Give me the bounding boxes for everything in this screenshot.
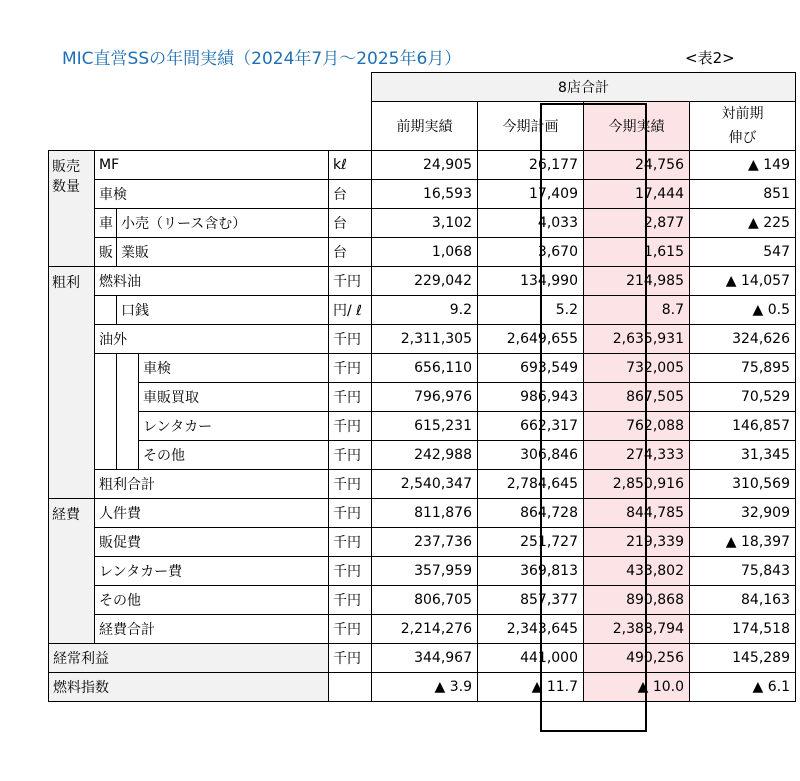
cell-actual: 867,505 [584, 383, 690, 412]
row-label: 車検 [95, 180, 329, 209]
row-label: 人件費 [95, 499, 329, 528]
cell-growth: ▲ 18,397 [690, 528, 796, 557]
cell-prev: 16,593 [372, 180, 478, 209]
cell-prev: 1,068 [372, 238, 478, 267]
cell-growth: 84,163 [690, 586, 796, 615]
row-label: 小売（リース含む） [117, 209, 329, 238]
cell-actual: 2,850,916 [584, 470, 690, 499]
row-unit: 台 [329, 180, 372, 209]
cell-growth: 70,529 [690, 383, 796, 412]
cell-prev: 796,976 [372, 383, 478, 412]
row-unit: 千円 [329, 325, 372, 354]
page-title: MIC直営SSの年間実績（2024年7月～2025年6月） [62, 49, 462, 69]
table-row [49, 673, 796, 702]
side-label-car: 車 [95, 209, 117, 238]
table-row [49, 586, 796, 615]
cell-prev: 24,905 [372, 151, 478, 180]
cell-growth: 174,518 [690, 615, 796, 644]
cell-growth: ▲ 0.5 [690, 296, 796, 325]
cell-prev: 615,231 [372, 412, 478, 441]
cell-plan: 2,784,645 [478, 470, 584, 499]
row-label: 経常利益 [49, 644, 329, 673]
cell-prev: 806,705 [372, 586, 478, 615]
table-row [49, 267, 796, 296]
cell-prev: 344,967 [372, 644, 478, 673]
column-header-row [49, 102, 796, 151]
row-label: その他 [95, 586, 329, 615]
row-unit: 台 [329, 238, 372, 267]
row-label: 業販 [117, 238, 329, 267]
row-label: 燃料油 [95, 267, 329, 296]
table-row [49, 615, 796, 644]
table-row [49, 412, 796, 441]
col-growth-line2: 伸び [728, 130, 757, 146]
cell-plan: 251,727 [478, 528, 584, 557]
row-unit: 台 [329, 209, 372, 238]
cell-actual: 274,333 [584, 441, 690, 470]
cell-prev: 242,988 [372, 441, 478, 470]
cell-plan: 662,317 [478, 412, 584, 441]
row-unit: 千円 [329, 615, 372, 644]
cell-growth: 851 [690, 180, 796, 209]
cell-growth: 75,895 [690, 354, 796, 383]
cell-actual: 2,877 [584, 209, 690, 238]
cell-prev: ▲ 3.9 [372, 673, 478, 702]
col-growth [690, 102, 796, 151]
cell-plan: 134,990 [478, 267, 584, 296]
table-row [49, 528, 796, 557]
group-header-row [49, 73, 796, 102]
cell-actual: 8.7 [584, 296, 690, 325]
cell-prev: 9.2 [372, 296, 478, 325]
row-label: 車販買取 [139, 383, 329, 412]
cell-growth: 31,345 [690, 441, 796, 470]
cell-actual: 214,985 [584, 267, 690, 296]
cell-prev: 3,102 [372, 209, 478, 238]
cell-actual: 24,756 [584, 151, 690, 180]
table-row [49, 499, 796, 528]
row-unit: 千円 [329, 383, 372, 412]
table-row [49, 151, 796, 180]
cell-actual: 732,005 [584, 354, 690, 383]
cell-growth: 310,569 [690, 470, 796, 499]
row-unit: 千円 [329, 441, 372, 470]
cell-prev: 2,311,305 [372, 325, 478, 354]
cell-plan: 369,813 [478, 557, 584, 586]
row-unit: 千円 [329, 470, 372, 499]
col-actual: 今期実績 [584, 102, 690, 151]
cell-growth: 547 [690, 238, 796, 267]
cell-actual: 762,088 [584, 412, 690, 441]
cell-growth: 146,857 [690, 412, 796, 441]
cell-plan: 693,549 [478, 354, 584, 383]
cell-plan: 17,409 [478, 180, 584, 209]
table-row [49, 441, 796, 470]
cell-actual: 2,635,931 [584, 325, 690, 354]
group-header: 8店合計 [372, 73, 796, 102]
cell-prev: 811,876 [372, 499, 478, 528]
row-unit: 千円 [329, 267, 372, 296]
row-label: その他 [139, 441, 329, 470]
cell-plan: 26,177 [478, 151, 584, 180]
row-label: 車検 [139, 354, 329, 383]
cell-plan: 5.2 [478, 296, 584, 325]
cell-growth: ▲ 14,057 [690, 267, 796, 296]
results-table [48, 72, 796, 702]
cell-growth: ▲ 225 [690, 209, 796, 238]
cell-prev: 237,736 [372, 528, 478, 557]
row-unit: 千円 [329, 586, 372, 615]
cell-plan: 2,343,645 [478, 615, 584, 644]
cell-growth: 145,289 [690, 644, 796, 673]
cell-plan: 441,000 [478, 644, 584, 673]
cell-prev: 2,214,276 [372, 615, 478, 644]
table-row [49, 209, 796, 238]
cell-plan: 3,670 [478, 238, 584, 267]
cell-prev: 229,042 [372, 267, 478, 296]
table-row [49, 644, 796, 673]
cell-plan: 864,728 [478, 499, 584, 528]
cell-actual: 433,802 [584, 557, 690, 586]
cell-prev: 2,540,347 [372, 470, 478, 499]
cell-prev: 656,110 [372, 354, 478, 383]
cell-actual: 2,388,794 [584, 615, 690, 644]
row-label: 燃料指数 [49, 673, 329, 702]
cell-plan: 4,033 [478, 209, 584, 238]
cell-actual: 219,339 [584, 528, 690, 557]
cell-prev: 357,959 [372, 557, 478, 586]
row-unit: 千円 [329, 354, 372, 383]
table-row [49, 383, 796, 412]
cell-actual: 490,256 [584, 644, 690, 673]
row-label: 粗利合計 [95, 470, 329, 499]
cell-actual: 17,444 [584, 180, 690, 209]
row-unit: kℓ [329, 151, 372, 180]
row-unit: 千円 [329, 644, 372, 673]
row-unit: 千円 [329, 528, 372, 557]
row-unit: 千円 [329, 412, 372, 441]
row-label: MF [95, 151, 329, 180]
row-label: 販促費 [95, 528, 329, 557]
col-prev: 前期実績 [372, 102, 478, 151]
table-row [49, 180, 796, 209]
category-gross-profit: 粗利 [49, 267, 95, 499]
cell-plan: 986,943 [478, 383, 584, 412]
cell-growth: 324,626 [690, 325, 796, 354]
table-row [49, 325, 796, 354]
row-unit: 千円 [329, 557, 372, 586]
row-label: 口銭 [117, 296, 329, 325]
col-growth-line1: 対前期 [721, 106, 764, 122]
cell-plan: ▲ 11.7 [478, 673, 584, 702]
cell-growth: 32,909 [690, 499, 796, 528]
row-label: 油外 [95, 325, 329, 354]
table-row [49, 470, 796, 499]
table-row [49, 354, 796, 383]
row-unit: 円/ ℓ [329, 296, 372, 325]
col-plan: 今期計画 [478, 102, 584, 151]
table-row [49, 557, 796, 586]
row-unit: 千円 [329, 499, 372, 528]
cell-actual: 844,785 [584, 499, 690, 528]
cell-actual: ▲ 10.0 [584, 673, 690, 702]
cell-actual: 1,615 [584, 238, 690, 267]
category-sales-volume-line2: 数量 [52, 179, 80, 195]
cell-growth: ▲ 149 [690, 151, 796, 180]
cell-plan: 857,377 [478, 586, 584, 615]
cell-growth: 75,843 [690, 557, 796, 586]
table-row [49, 296, 796, 325]
row-label: レンタカー費 [95, 557, 329, 586]
cell-actual: 890,868 [584, 586, 690, 615]
category-sales-volume [49, 151, 95, 267]
table-tag: <表2> [685, 49, 735, 67]
category-expenses: 経費 [49, 499, 95, 644]
table-row [49, 238, 796, 267]
category-sales-volume-line1: 販売 [52, 159, 80, 175]
row-label: レンタカー [139, 412, 329, 441]
cell-growth: ▲ 6.1 [690, 673, 796, 702]
row-unit [329, 673, 372, 702]
cell-plan: 306,846 [478, 441, 584, 470]
cell-plan: 2,649,655 [478, 325, 584, 354]
side-label-sales: 販 [95, 238, 117, 267]
row-label: 経費合計 [95, 615, 329, 644]
